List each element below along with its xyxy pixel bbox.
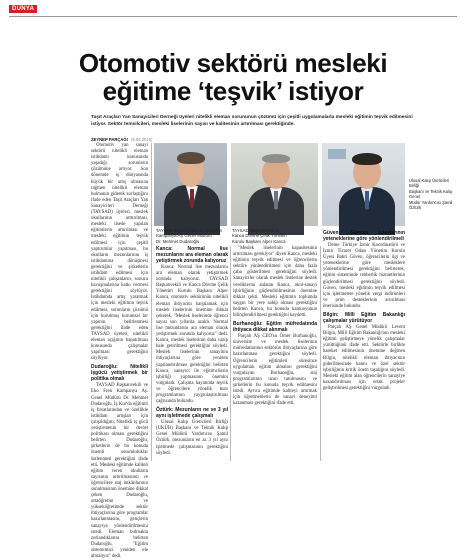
column-2-body: Kanca: Normal lise mezunlarını ara eleman olarak yetiştirmek zorunda kalıyoruz. TAYSAD Başkanvekili ve Kanca Dövme Çelik Yönetim Kurulu Başkanı Alper Kanca, otomotiv sektörünün nitelikli eleman ihtiyacını karşılamak için meslek liselerinin önemine dikkat çekerek, "Meslek liselerinde öğrenci sayısı son yıllarda azaldı. Normal lise mezunlarını ara eleman olarak yetiştirmek zorunda kalıyoruz" dedi. Kanca, meslek liselerinin daha cazip hale getirilmesi gerektiğini söyledi. Meslek liselerinin sanayinin ihtiyaçlarına göre yeniden yapılandırılması gerektiğini belirten Kanca, sanayici ile eğitimcilerin işbirliği yapmasının önemini vurguladı. Çalışma hayatında teşvik ve öğrencilere yönelik burs programlarının yaygınlaştırılması çağrısında bulundu. — [156, 265, 228, 405]
headline-line-1: Otomotiv sektörü mesleki — [78, 48, 388, 78]
column-2 — [156, 246, 228, 461]
column-4-body: Deme Türkiye İzmir Koordinatörü ve İzmir Ticaret Odası Yönetim Kurulu Üyesi Bahri Güven, öğrencilerin ilgi ve yeteneklerine göre mesleklere yönlendirilmesi gerektiğini belirterek, eğitim sisteminde rehberlik hizmetlerinin güçlendirilmesi gerektiğini söyledi. Güven, mesleki eğitimin teşvik edilmesi için işletmelere yönelik vergi indirimleri ve prim desteklerinin artırılması önerisinde bulundu. — [323, 243, 405, 309]
column-1 — [91, 143, 148, 559]
masthead-rule — [9, 16, 457, 17]
byline — [91, 137, 152, 142]
column-2-body-2: Ulusal Kalıp Üreticileri Birliği (UKÜB) Başkanı ve Teknik Kalıp Genel Müdürü Yardımcısı Şamil Öztürk, mezunların en az 3 yıl aynı işletmede çalışmasının gerektiğini söyledi. — [156, 420, 228, 456]
column-1-intro: Otomotiv yan sanayi sektörü nitelikli eleman istihdamı konusunda yaşadığı sorunların çözümüne artıyor. Son dönemde iş dünyasında büyük bir artış olmasına rağmen nitelikli eleman bulmanın giderek zorlaştığını ifade eden Taşıt Araçları Yan Sanayicileri Derneği (TAYSAD) üyeleri, meslek okullarının arttırılması, mesleki lisede yapılan eğitimlerin artırılması ve mesleki eğitimin teşvik edilmesi için çeşitli yaptırımlar yapılması, bu okulların mezunlarının iş istihdamına dönüşmesi gerektiğini ve şirketlerin istihdam edilmesi için nitelikli çalışanların, sonuca kavuşmalarına katkı vermesi gerektiğini söylüyor. İstihdamda artış yaratmak için mesleki eğitimin teşvik edilmesi, sorunların çözümü için kurulmuş kurumsal bir yapının belirlenmesi gerektiğini ifade eden TAYSAD üyeleri, nitelikli eleman açığının kapatılması konusunda çalışmalar yapılması gerektiğini söylüyor. — [91, 143, 148, 362]
column-divider — [320, 246, 321, 461]
caption-dudaroglu: TAYSAD Başkanvekili ve Eko Fren Kampanya AŞ Genel Müdürü Dr. Mehmet Dudaroğlu — [156, 228, 222, 244]
column-4-body-2: Parçalı AŞ Genel Müdürü Levent Bilgin, Milli Eğitim Bakanlığı'nın mesleki eğitimi geliştirmeye yönelik çalışmalar yürüttüğünü ifade etti. Sektörle birlikte hareket edilmesinin önemine değinen Bilgin, nitelikli eleman ihtiyacının giderilmesinde kamu ve özel sektör işbirliğinin kritik önem taşıdığını söyledi. Mesleki eğitim alan öğrencilerin sanayiye kazandırılması için ortak projeler geliştirilmesi gerektiğini vurguladı. — [323, 325, 405, 391]
subheading-guven: Güven: Eleman adaylarının yeteneklerine göre yönlendirilmeli — [323, 230, 405, 242]
column-3-body-2: Parçalı AŞ CEO'su Ömer Burhanoğlu, üniversite ve meslek liselerinin müfredatlarının sektörün ihtiyaçlarına göre hazırlanması gerektiğini söyledi. Öğrencilerin eğitimleri süresince uygulamalı eğitim almaları gerektiğini vurgulayan Burhanoğlu, staj programlarının uzun tutulmasını ve şirketlerin bu konuda teşvik edilmesini istedi. Ayrıca eğitimde kaliteyi artırmak için öğretmenlerin de sanayi deneyimi kazanması gerektiğini ifade etti. — [233, 334, 317, 407]
subheading-ozturk: Öztürk: Mezunların ne ve 3 yıl aynı işletmede çalışmalı — [156, 407, 228, 420]
headline-line-2: eğitime ‘teşvik’ istiyor — [102, 76, 364, 106]
photo-kanca — [231, 143, 318, 226]
column-divider — [151, 143, 152, 461]
photo-dudaroglu — [154, 143, 227, 226]
column-3 — [233, 246, 317, 461]
caption-ozturk: Ulusal Kalıp Üreticileri Birliği Başkanı ve Teknik Kalıp Genel Müdür Yardımcısı Şamil Öztürk — [409, 178, 453, 211]
column-divider — [230, 246, 231, 461]
column-4 — [323, 230, 405, 461]
article-headline — [0, 49, 466, 105]
subheading-dudaroglu: Dudaroğlu: Nitelikli işgücü yetiştirmek bir politika olmalı — [91, 364, 148, 383]
photo-ozturk — [322, 143, 405, 226]
column-1-body: TAYSAD Başkanvekili ve Eko Fren Kampanya Aş. Genel Müdürü Dr. Mehmet Dudaroğlu, İş Kur'da eğitimli iş fırsatlarından ve özellikle istihdam artışları için çalışıldığını, Nitelikli iş gücü yetiştirmenin bir devlet politikası olması gerektiğini belirten Dudaroğlu, şirketlerin de bu konuda önemli sorumluluklar üstlenmesi gerektiğini ifade etti. Mesleki eğitimde kaliteli eğitim veren okulların sayısının artırılmasının ve öğrencilere staj imkânlarının sunulmasının önemine dikkat çeken Dudaroğlu, ortaöğretim ve yükseköğretimde sektör ihtiyaçlarına göre programlar hazırlanmasını, gençlerin sanayiye yönlendirilmesini istedi. Eleman bulmakta zorlandıklarını belirten Dudaroğlu, "Eğitim sistemimizi yeniden ele almalıyız" dedi. — [91, 383, 148, 559]
subheading-bilgin: Bilgin: Milli Eğitim Bakanlığı çalışmalar yürütüyor — [323, 312, 405, 325]
article-lead: Taşıt Araçları Yan Sanayicileri Derneği üyeleri nitelikli eleman sorununun çözümü için çeşitli uygulamalarla mesleki eğitimin teşvik edilmesini istiyor. Sektör temsilcileri, mesleki liselerinin sayısı ve kalitesinin artırılması gerektiğinde. — [91, 115, 413, 127]
masthead-logo: DÜNYA — [9, 5, 37, 13]
subheading-kanca: Kanca: Normal lise mezunlarını ara eleman olarak yetiştirmek zorunda kalıyoruz — [156, 246, 228, 264]
column-3-body: "Meslek liselerinin kapasitesinin artırılması gerekiyor" diyen Kanca, mesleki eğitimin teşvik edilmesi ve öğrencilerin sektöre yönlendirilmesi için daha fazla çaba gösterilmesi gerektiğini söyledi. Sanayiciler olarak meslek liselerine destek verdiklerini anlatan Kanca, okul-sanayi işbirliğinin güçlendirilmesinin önemine dikkat çekti. Mesleki eğitimin toplumda saygın bir yere sahip olması gerektiğini belirten Kanca, bu konuda kamuoyunun bilinçlendirilmesi gerektiğini kaydetti. — [233, 246, 317, 319]
subheading-burhanoglu: Burhanoğlu: Eğitim müfredatında ihtiyaca dikkat alınmalı — [233, 321, 317, 334]
byline-date: (5.05.2015) — [131, 137, 153, 142]
byline-author: ZEYNEP PARÇAĞI — [91, 137, 128, 142]
caption-kanca: TAYSAD Başkanvekili ve Kanca Dövme Çelik Yönetim Kurulu Başkanı Alper Kanca — [232, 228, 287, 244]
